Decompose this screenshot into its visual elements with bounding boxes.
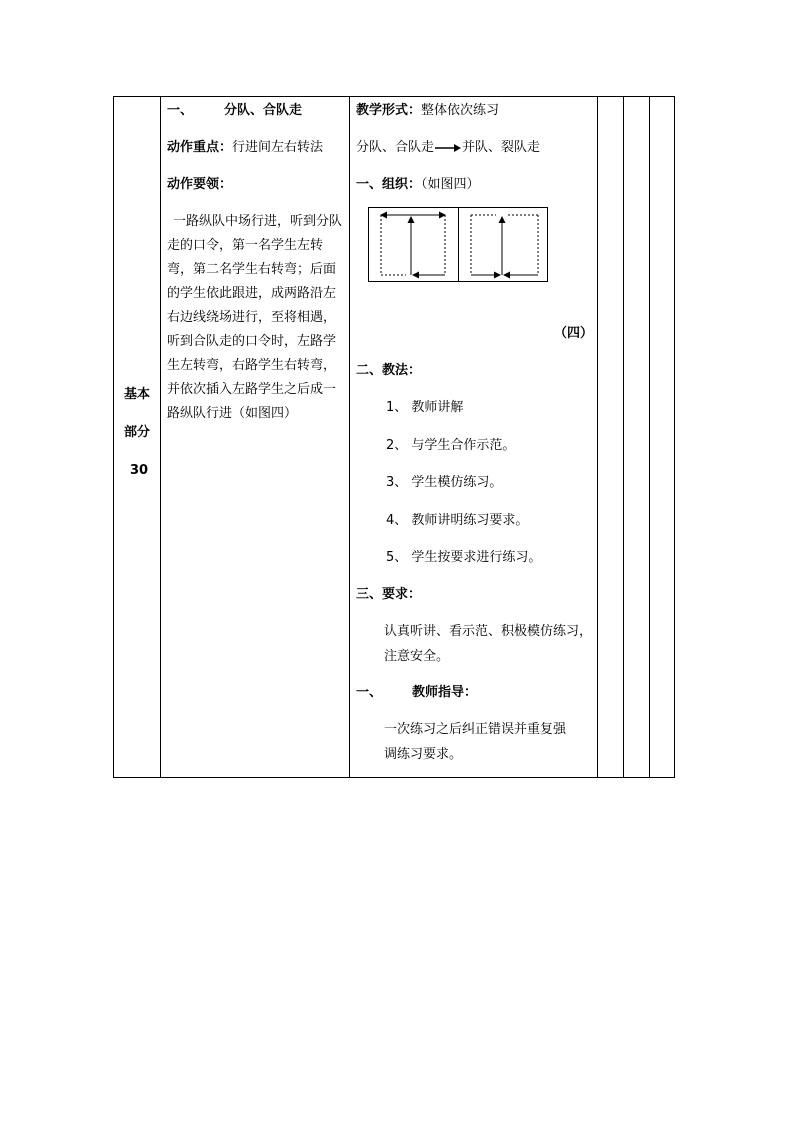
method-column	[350, 97, 598, 777]
method-step: 4、 教师讲明练习要求。	[386, 513, 529, 528]
teaching-form-line	[356, 103, 499, 119]
sequence-from: 分队、合队走	[356, 140, 435, 155]
section-name-line1: 基本	[124, 387, 151, 402]
key-point-label: 动作重点：	[167, 140, 233, 155]
extra-column-1	[598, 97, 624, 777]
essentials-text: 一路纵队中场行进，听到分队走的口令，第一名学生左转弯，第二名学生右转弯；后面的学生依此跟进，成两路沿左右边线绕场进行，至将相遇，听到合队走的口令时，左路学生左转弯，右路学生右转弯，并依次插入左路学生之后成一路纵队行进（如图四）	[167, 214, 343, 421]
teaching-form-value: 整体依次练习	[421, 103, 500, 118]
content-column	[161, 97, 350, 777]
essentials-label: 动作要领：	[167, 177, 233, 192]
figure-caption: （四）	[554, 326, 594, 341]
lesson-plan-table	[113, 96, 675, 778]
sequence-line	[356, 140, 540, 156]
method-step: 1、 教师讲解	[386, 400, 464, 415]
content-title: 分队、合队走	[224, 103, 303, 118]
right-field	[471, 215, 538, 275]
organization-line	[356, 177, 480, 193]
section-minutes: 30	[130, 463, 149, 478]
sequence-to: 并队、裂队走	[462, 140, 541, 155]
formation-diagram	[368, 207, 549, 283]
teacher-guidance-label: 教师指导：	[412, 685, 478, 700]
right-arrow-icon	[435, 143, 461, 153]
left-field	[381, 215, 445, 275]
extra-column-2	[624, 97, 650, 777]
teaching-method-label: 二、教法：	[356, 363, 422, 378]
method-step: 3、 学生模仿练习。	[386, 475, 503, 490]
method-step: 5、 学生按要求进行练习。	[386, 550, 542, 565]
key-point-value: 行进间左右转法	[232, 140, 324, 155]
organization-label: 一、组织：	[356, 177, 422, 192]
teacher-guidance-line2: 调练习要求。	[384, 747, 463, 762]
organization-note: （如图四）	[421, 177, 480, 192]
method-step: 2、 与学生合作示范。	[386, 438, 516, 453]
teacher-guidance-number: 一、	[356, 685, 383, 700]
requirements-label: 三、要求：	[356, 587, 422, 602]
key-point-line	[167, 140, 323, 156]
requirements-text-line2: 注意安全。	[384, 649, 450, 664]
content-title-number: 一、	[167, 103, 194, 118]
requirements-text-line1: 认真听讲、看示范、积极模仿练习，	[384, 624, 593, 639]
teaching-form-label: 教学形式：	[356, 103, 422, 118]
section-name-line2: 部分	[124, 425, 151, 440]
teacher-guidance-line1: 一次练习之后纠正错误并重复强	[384, 722, 567, 737]
